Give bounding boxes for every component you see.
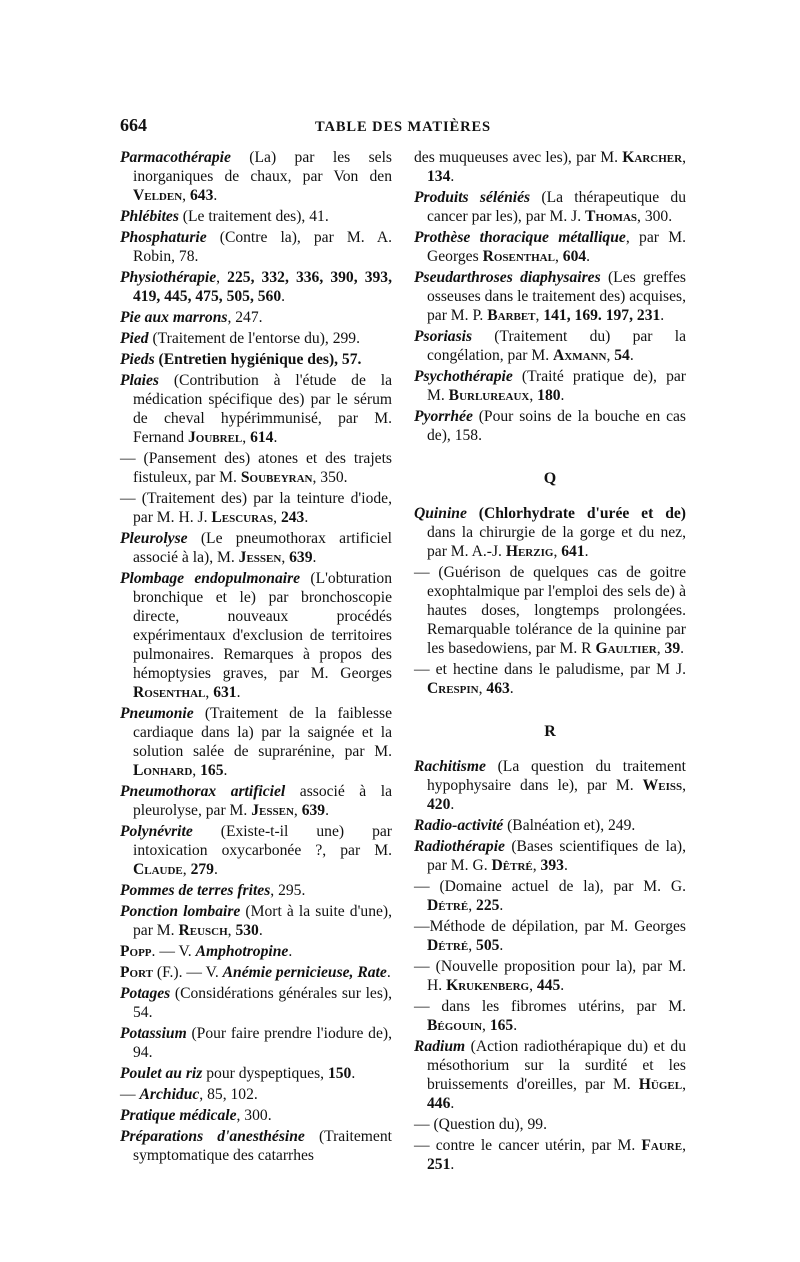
page-reference: 39 <box>664 640 681 657</box>
entry-text: , <box>468 897 477 914</box>
index-entry <box>414 188 686 226</box>
entry-heading: Potages <box>120 985 171 1002</box>
page-reference: 180 <box>537 387 561 404</box>
page-reference: 446 <box>427 1095 451 1112</box>
page-reference: 141, 169. 197, 231 <box>543 307 661 324</box>
page-reference: 463 <box>486 680 510 697</box>
index-entry <box>120 1127 392 1165</box>
index-entry <box>120 1064 392 1083</box>
author-name: Thomas <box>585 208 638 225</box>
entry-text: — (Pansement des) atones et des trajets fistuleux, par M. <box>120 450 392 486</box>
index-entry <box>120 371 392 447</box>
index-entry <box>120 1024 392 1062</box>
entry-heading: Pratique médicale <box>120 1107 237 1124</box>
entry-text: , <box>182 187 190 204</box>
index-entry <box>120 350 392 369</box>
entry-heading: Phlébites <box>120 208 179 225</box>
entry-text: — (Guérison de quelques cas de goitre exophtalmique par l'emploi des sels de) à hautes doses, longtemps prolongées. Remarquable tolérance de la quinine par les basedowiens, par M. R <box>414 564 686 657</box>
entry-text: — <box>120 1086 140 1103</box>
index-entry <box>120 207 392 226</box>
index-entry <box>120 1106 392 1125</box>
author-name: Reusch <box>178 922 228 939</box>
entry-heading: Pied <box>120 330 149 347</box>
entry-text: (Pour soins de la bouche en cas de), 158. <box>427 408 686 444</box>
entry-heading: Plombage endopulmonaire <box>120 570 301 587</box>
author-name: Rosenthal <box>133 684 206 701</box>
entry-text: (La question du traitement hypophysaire dans le), par M. <box>427 758 686 794</box>
page-reference: 505 <box>476 937 500 954</box>
author-name: Velden <box>133 187 183 204</box>
index-entry <box>120 984 392 1022</box>
entry-heading: Parmacothérapie <box>120 149 231 166</box>
entry-text: (Considérations générales sur les), 54. <box>133 985 392 1021</box>
index-entry <box>120 822 392 879</box>
index-entry <box>120 529 392 567</box>
index-entry <box>120 942 392 961</box>
entry-text: . <box>513 1017 518 1034</box>
entry-text: associé à la pleurolyse, par M. <box>133 783 392 819</box>
author-name: Burlureaux <box>448 387 530 404</box>
page-reference: 639 <box>289 549 313 566</box>
entry-text: , 85, 102. <box>199 1086 258 1103</box>
entry-heading: Psychothérapie <box>414 368 513 385</box>
index-entry <box>414 407 686 445</box>
entry-heading: Radio-activité <box>414 817 504 834</box>
index-entry <box>414 660 686 698</box>
entry-text: . <box>499 897 504 914</box>
index-entry <box>120 704 392 780</box>
entry-heading: Pie aux marrons <box>120 309 228 326</box>
entry-text: (Traitement de la faiblesse cardiaque dans la) par la saignée et la solution salée de suprarénine, par M. <box>133 705 392 760</box>
entry-text: , <box>273 509 281 526</box>
entry-text: , <box>468 937 477 954</box>
entry-heading: Psoriasis <box>414 328 473 345</box>
index-entry <box>120 268 392 306</box>
entry-heading: Radiothérapie <box>414 838 505 855</box>
entry-text: (Le pneumothorax artificiel associé à la), M. <box>133 530 392 566</box>
page-reference: 225 <box>476 897 500 914</box>
index-entry <box>414 148 686 186</box>
index-entry <box>414 837 686 875</box>
page-reference: 251 <box>427 1156 451 1173</box>
index-entry <box>120 449 392 487</box>
author-name: Axmann <box>553 347 607 364</box>
entry-text: . <box>499 937 504 954</box>
author-name: Port <box>120 964 153 981</box>
page-reference: (Entretien hygiénique des), 57. <box>154 351 362 368</box>
index-entry <box>414 1136 686 1174</box>
entry-heading: Potassium <box>120 1025 187 1042</box>
entry-text: — (Domaine actuel de la), par M. G. <box>414 878 686 895</box>
entry-text: . <box>236 684 241 701</box>
entry-text: (La) par les sels inorganiques de chaux, par Von den <box>133 149 392 185</box>
page-reference: 243 <box>280 509 305 526</box>
index-entry <box>120 228 392 266</box>
entry-text: . <box>584 543 589 560</box>
entry-text: , <box>682 777 686 794</box>
entry-text: (Le traitement des), 41. <box>178 208 329 225</box>
index-entry <box>414 1037 686 1113</box>
entry-text: . <box>450 168 455 185</box>
entry-text: . <box>629 347 634 364</box>
entry-text: . <box>258 922 263 939</box>
entry-text: , 295. <box>270 882 306 899</box>
entry-text: . <box>351 1065 356 1082</box>
entry-text: . <box>288 943 293 960</box>
entry-text: . <box>450 1095 455 1112</box>
index-entry <box>120 782 392 820</box>
entry-text: , <box>227 922 236 939</box>
page-reference: 420 <box>427 796 451 813</box>
entry-text: (Traité pratique de), par M. <box>427 368 686 404</box>
entry-text: (La thérapeutique du cancer par les), par M. J. <box>427 189 686 225</box>
index-entry <box>414 816 686 835</box>
entry-text: des muqueuses avec les), par M. <box>414 149 623 166</box>
entry-text: (F.). — V. <box>152 964 223 981</box>
index-entry <box>414 757 686 814</box>
entry-text: , <box>529 387 538 404</box>
entry-heading: Pneumothorax artificiel <box>120 783 286 800</box>
entry-heading: Pieds <box>120 351 155 368</box>
entry-heading: Phosphaturie <box>120 229 207 246</box>
index-entry <box>414 504 686 561</box>
entry-text: (Pour faire prendre l'iodure de), 94. <box>133 1025 392 1061</box>
entry-text: . <box>560 387 565 404</box>
entry-text: pour dyspeptiques, <box>202 1065 328 1082</box>
entry-text: , <box>554 248 563 265</box>
index-entry <box>414 957 686 995</box>
entry-text: — (Traitement des) par la teinture d'iode, par M. H. J. <box>120 490 392 526</box>
entry-text: . <box>563 857 568 874</box>
entry-text: — contre le cancer utérin, par M. <box>414 1137 642 1154</box>
entry-text: , <box>205 684 214 701</box>
entry-text: (Traitement du) par la congélation, par M. <box>427 328 686 364</box>
entry-text: (Mort à la suite d'une), par M. <box>133 903 393 939</box>
page-reference: 225, 332, 336, 390, 393, 419, 445, 475, 505, 560 <box>133 269 392 305</box>
right-column <box>414 148 686 1176</box>
index-entry <box>414 228 686 266</box>
entry-text: (Traitement de l'entorse du), 299. <box>148 330 360 347</box>
entry-heading: Anémie pernicieuse, Rate <box>222 964 387 981</box>
entry-text: (L'obturation bronchique et le) par bronchoscopie directe, nouveaux procédés expérimentaux d'exclusion de territoires pulmonaires. Remarques à propos des hémoptysies graves, par M. Georges <box>133 570 392 682</box>
entry-text: . <box>386 964 391 981</box>
entry-heading: Pleurolyse <box>120 530 188 547</box>
page-reference: 445 <box>536 977 561 994</box>
author-name: Hügel <box>638 1076 683 1093</box>
entry-text: (Les greffes osseuses dans le traitement des) acquises, par M. P. <box>427 269 687 324</box>
entry-text: . <box>273 429 278 446</box>
entry-text: (Existe-t-il une) par intoxication oxycarbonée ?, par M. <box>133 823 392 859</box>
entry-text: , <box>606 347 615 364</box>
entry-text: , <box>532 857 541 874</box>
entry-text: . <box>304 509 309 526</box>
entry-text: —Méthode de dépilation, par M. Georges <box>414 918 686 935</box>
index-entry <box>414 917 686 955</box>
entry-text: , <box>553 543 562 560</box>
entry-text: . <box>680 640 685 657</box>
entry-heading: Pneumonie <box>120 705 194 722</box>
page-reference: 393 <box>540 857 564 874</box>
entry-text: . <box>281 288 286 305</box>
entry-text: . <box>586 248 591 265</box>
entry-text: . <box>450 1156 455 1173</box>
index-entry <box>120 881 392 900</box>
entry-text: . — V. <box>151 943 196 960</box>
entry-text: , <box>293 802 302 819</box>
author-name: Lescuras <box>211 509 274 526</box>
index-entry <box>120 569 392 702</box>
entry-text: . <box>560 977 565 994</box>
entry-text: , <box>535 307 544 324</box>
entry-heading: Pseudarthroses diaphysaires <box>414 269 601 286</box>
entry-text: , <box>216 269 228 286</box>
entry-heading: Prothèse thoracique métallique <box>414 229 626 246</box>
index-entry <box>120 902 392 940</box>
entry-text: . <box>223 762 228 779</box>
entry-text: , <box>682 149 686 166</box>
author-name: Barbet <box>487 307 536 324</box>
entry-text: , 300. <box>236 1107 272 1124</box>
index-entry <box>120 1085 392 1104</box>
entry-heading: Poulet au riz <box>120 1065 203 1082</box>
entry-text: . <box>509 680 514 697</box>
page-reference: 643 <box>189 187 214 204</box>
index-entry <box>414 268 686 325</box>
author-name: Soubeyran <box>240 469 313 486</box>
index-entry <box>414 563 686 658</box>
author-name: Détré <box>427 897 469 914</box>
left-column <box>120 148 392 1167</box>
entry-heading: Physiothérapie <box>120 269 217 286</box>
entry-text: — dans les fibromes utérins, par M. <box>414 998 686 1015</box>
index-entry <box>414 367 686 405</box>
section-letter: Q <box>543 470 557 487</box>
entry-text: , <box>656 640 665 657</box>
entry-text: (Traitement symptomatique des catarrhes <box>133 1128 392 1164</box>
entry-text: . <box>213 187 218 204</box>
entry-text: (Contribution à l'étude de la médication spécifique des) par le sérum de cheval hypérimmunisé, par M. Fernand <box>133 372 392 446</box>
page-reference: 165 <box>489 1017 514 1034</box>
entry-text: , <box>529 977 537 994</box>
author-name: Bégouin <box>427 1017 483 1034</box>
entry-text: . <box>325 802 329 819</box>
page-reference: 614 <box>250 429 274 446</box>
entry-text: , <box>682 1137 686 1154</box>
author-name: Détré <box>427 937 469 954</box>
author-name: Joubrel <box>188 429 243 446</box>
entry-heading: Amphotropine <box>195 943 289 960</box>
entry-heading: Préparations d'anesthésine <box>120 1128 305 1145</box>
entry-text: , <box>192 762 201 779</box>
entry-heading: Ponction lombaire <box>120 903 241 920</box>
author-name: Rosenthal <box>482 248 555 265</box>
entry-text: , <box>482 1017 490 1034</box>
page-reference: 134 <box>427 168 451 185</box>
entry-text: , <box>281 549 290 566</box>
author-name: Lonhard <box>133 762 193 779</box>
page-reference: 530 <box>235 922 259 939</box>
page-reference: 631 <box>213 684 237 701</box>
entry-text: , 247. <box>227 309 263 326</box>
entry-heading: Plaies <box>120 372 159 389</box>
author-name: Dêtré <box>491 857 533 874</box>
entry-text: (Contre la), par M. A. Robin, 78. <box>133 229 392 265</box>
entry-text: . <box>312 549 317 566</box>
author-name: Faure <box>641 1137 683 1154</box>
entry-text: , 300. <box>637 208 673 225</box>
page-reference: 150 <box>327 1065 352 1082</box>
entry-text: . <box>450 796 455 813</box>
index-entry <box>120 148 392 205</box>
index-entry <box>120 308 392 327</box>
section-letter: R <box>544 723 556 740</box>
author-name: Claude <box>133 861 183 878</box>
entry-text: — et hectine dans le paludisme, par M J. <box>414 661 686 678</box>
entry-text: , 350. <box>312 469 348 486</box>
entry-heading: Polynévrite <box>120 823 193 840</box>
index-entry <box>120 489 392 527</box>
author-name: Crespin <box>427 680 479 697</box>
author-name: Popp <box>120 943 152 960</box>
entry-text: , par M. Georges <box>427 229 687 265</box>
page-reference: (Chlorhydrate d'urée et de) <box>466 505 686 522</box>
author-name: Karcher <box>622 149 683 166</box>
entry-heading: Rachitisme <box>414 758 486 775</box>
index-entry <box>414 1115 686 1134</box>
entry-heading: Quinine <box>414 505 467 522</box>
author-name: Gaultier <box>595 640 657 657</box>
page-header <box>120 116 686 138</box>
page-reference: 639 <box>301 802 326 819</box>
entry-heading: Archiduc <box>139 1086 200 1103</box>
page-reference: 641 <box>561 543 585 560</box>
author-name: Krukenberg <box>446 977 530 994</box>
author-name: Jessen <box>238 549 282 566</box>
entry-heading: Produits séléniés <box>414 189 531 206</box>
index-entry <box>414 327 686 365</box>
author-name: Herzig <box>505 543 554 560</box>
page-reference: 604 <box>562 248 587 265</box>
index-entry <box>120 329 392 348</box>
index-entry <box>120 963 392 982</box>
entry-text: , <box>242 429 251 446</box>
author-name: Weiss <box>642 777 683 794</box>
page-number: 664 <box>120 115 147 135</box>
entry-text: . <box>660 307 665 324</box>
entry-text: , <box>182 861 191 878</box>
entry-text: (Action radiothérapique du) et du mésothorium sur la surdité et les bruissements d'oreilles, par M. <box>427 1038 686 1093</box>
entry-text: . <box>213 861 218 878</box>
page-reference: 279 <box>190 861 214 878</box>
page-reference: 54 <box>614 347 630 364</box>
entry-text: (Balnéation et), 249. <box>503 817 636 834</box>
entry-text: , <box>478 680 487 697</box>
author-name: Jessen <box>251 802 294 819</box>
entry-heading: Radium <box>414 1038 466 1055</box>
entry-text: — (Question du), 99. <box>414 1116 547 1133</box>
entry-text: dans la chirurgie de la gorge et du nez, par M. A.-J. <box>427 524 686 560</box>
entry-text: — (Nouvelle proposition pour la), par M. H. <box>414 958 686 994</box>
entry-text: , <box>682 1076 686 1093</box>
entry-heading: Pommes de terres frites <box>120 882 271 899</box>
entry-heading: Pyorrhée <box>414 408 473 425</box>
entry-text: (Bases scientifiques de la), par M. G. <box>427 838 686 874</box>
index-entry <box>414 997 686 1035</box>
running-title: TABLE DES MATIÈRES <box>314 119 491 135</box>
page-reference: 165 <box>200 762 224 779</box>
index-entry <box>414 877 686 915</box>
